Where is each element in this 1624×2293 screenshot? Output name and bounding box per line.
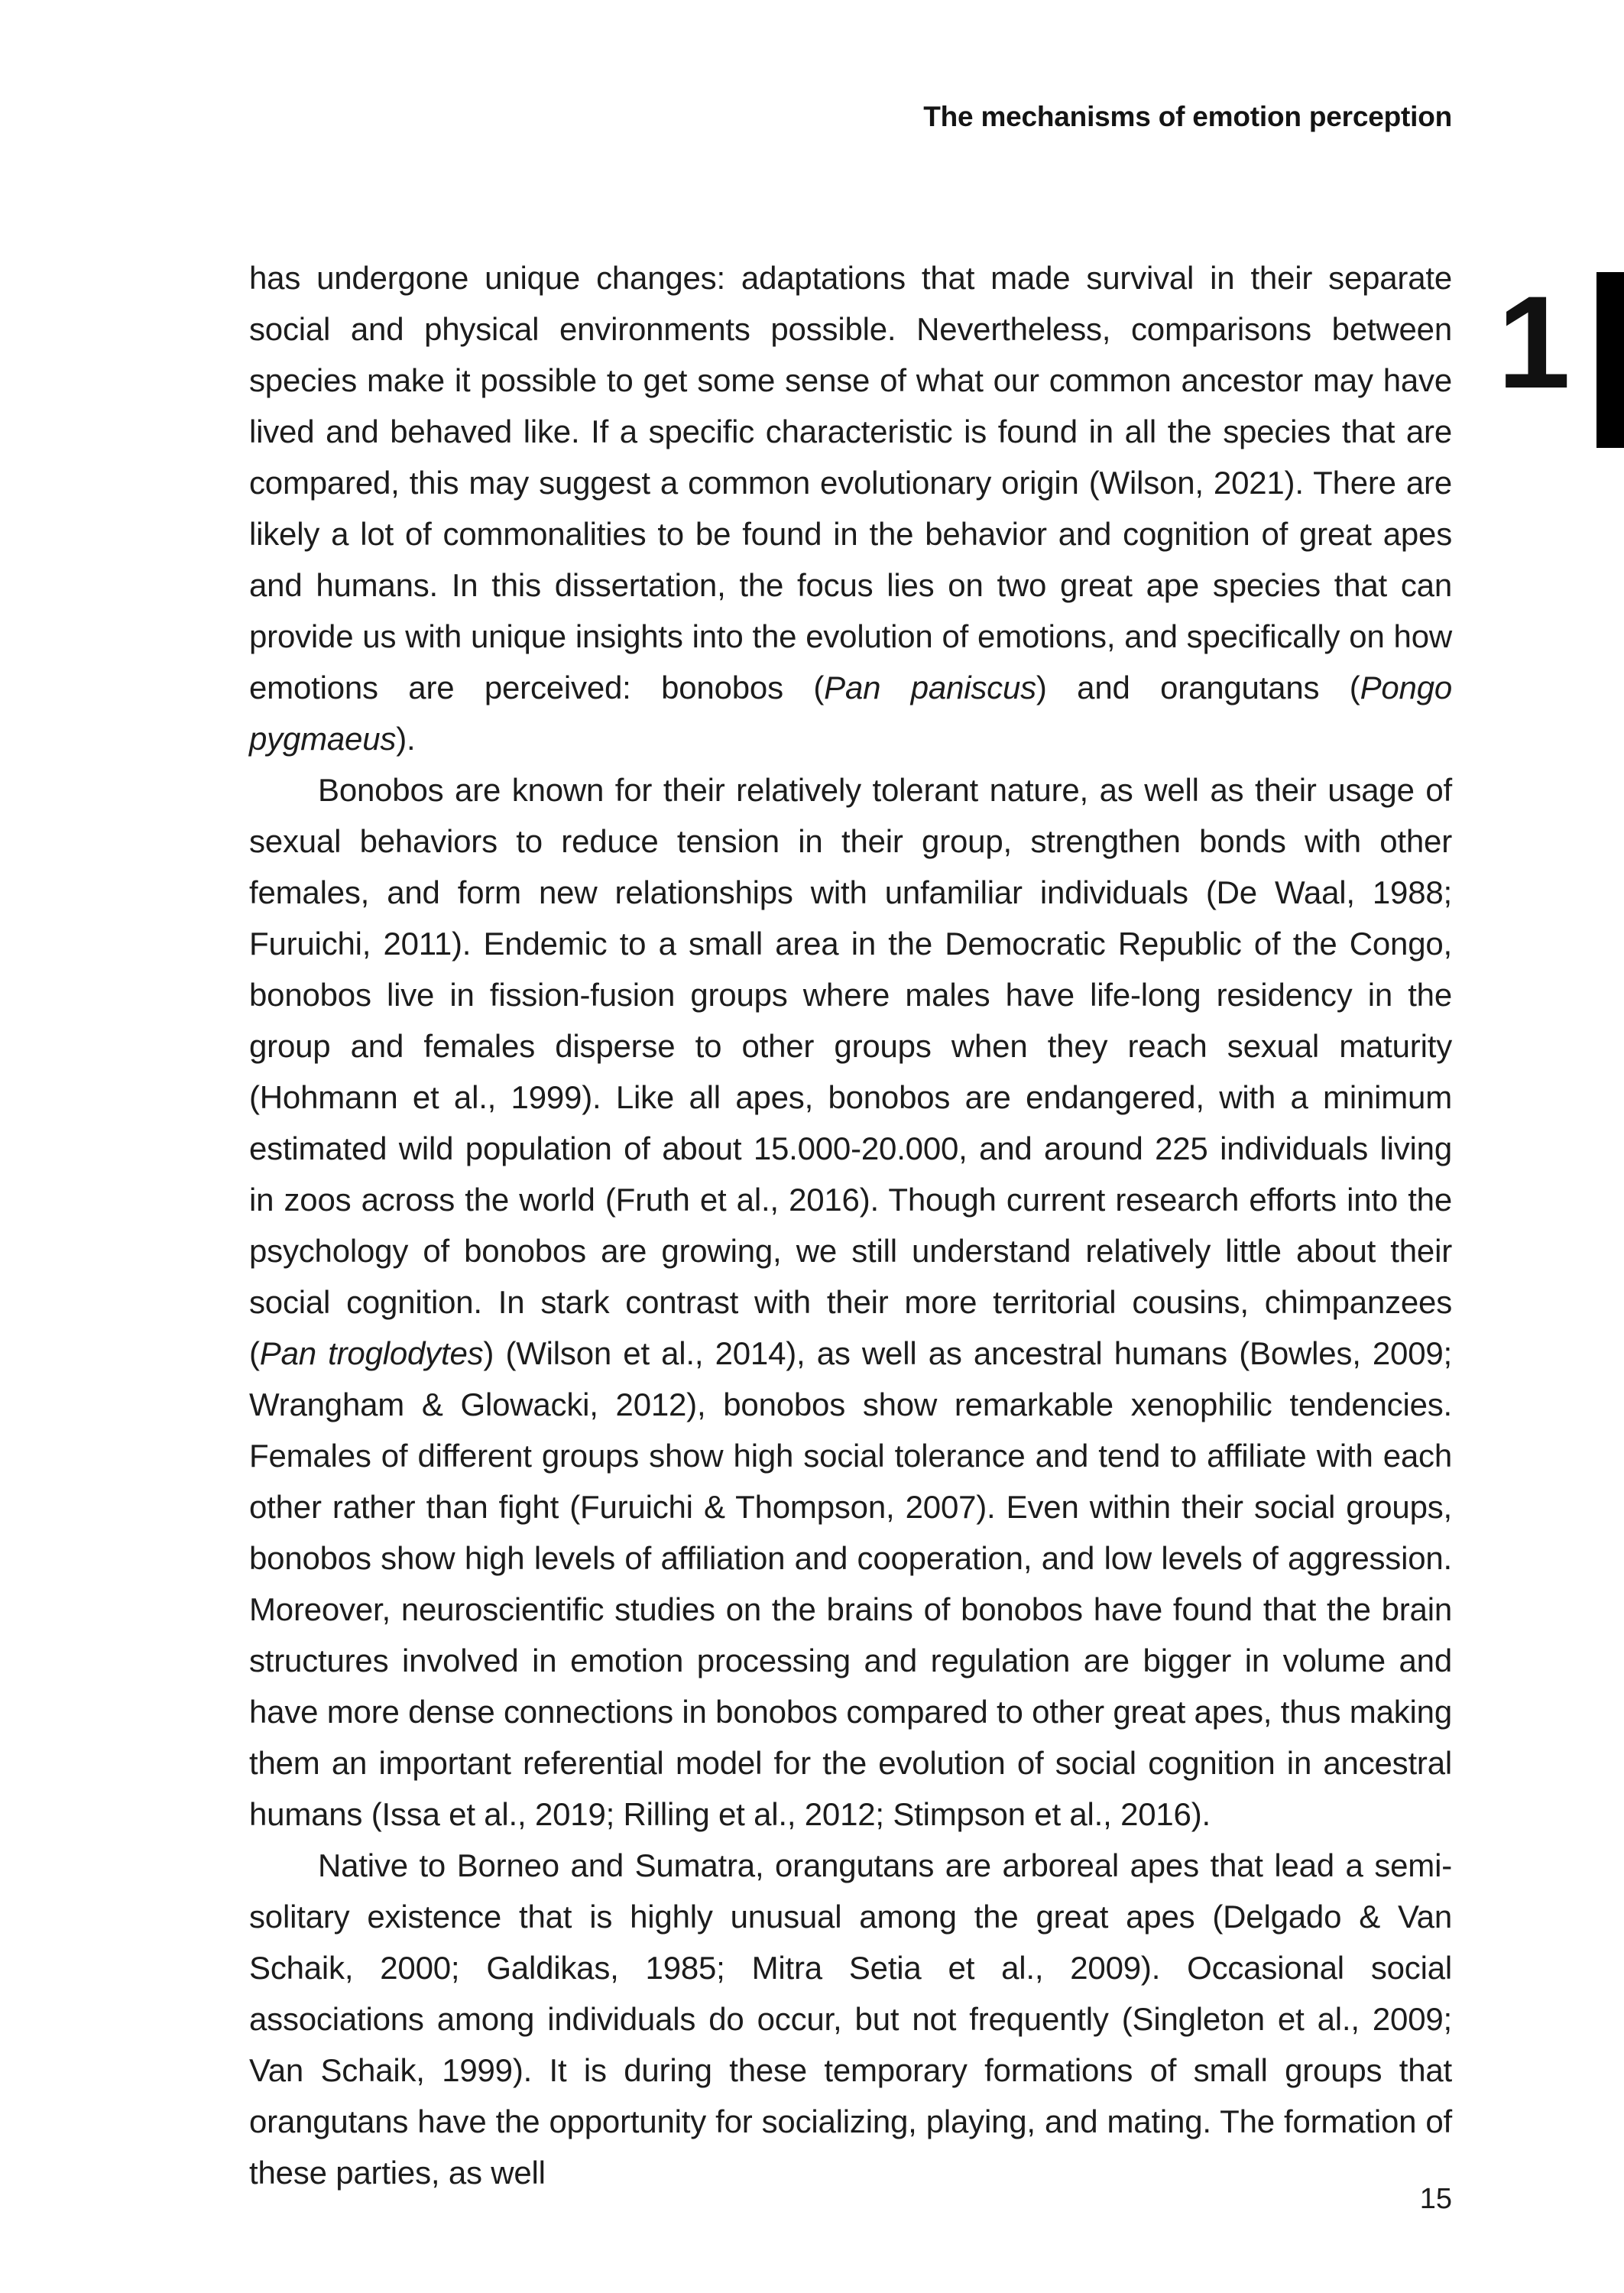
chapter-edge-bar bbox=[1596, 272, 1624, 448]
paragraph bbox=[249, 252, 1452, 764]
running-header: The mechanisms of emotion perception bbox=[923, 101, 1452, 132]
text-segment: ). bbox=[396, 721, 416, 757]
page-number: 15 bbox=[1419, 2183, 1452, 2215]
species-name-italic: Pan paniscus bbox=[824, 670, 1036, 705]
paragraph bbox=[249, 1840, 1452, 2198]
species-name-italic: Pan troglodytes bbox=[259, 1335, 484, 1371]
text-segment: Bonobos are known for their relatively tolerant nature, as well as their usage of sexual behaviors to reduce tension in their group, strengthen bonds with other females, and form new relationships with unfamiliar individuals (De Waal, 1988; Furuichi, 2011). Endemic to a small area in the Democratic Republic of the Congo, bonobos live in fission-fusion groups where males have life-long residency in the group and females disperse to other groups when they reach sexual maturity (Hohmann et al., 1999). Like all apes, bonobos are endangered, with a minimum estimated wild population of about 15.000-20.000, and around 225 individuals living in zoos across the world (Fruth et al., 2016). Though current research efforts into the psychology of bonobos are growing, we still understand relatively little about their social cognition. In stark contrast with their more territorial cousins, chimpanzees ( bbox=[249, 772, 1452, 1371]
text-segment: ) (Wilson et al., 2014), as well as ancestral humans (Bowles, 2009; Wrangham & Glowacki, 2012), bonobos show remarkable xenophilic tendencies. Females of different groups show high social tolerance and tend to affiliate with each other rather than fight (Furuichi & Thompson, 2007). Even within their social groups, bonobos show high levels of affiliation and cooperation, and low levels of aggression. Moreover, neuroscientific studies on the brains of bonobos have found that the brain structures involved in emotion processing and regulation are bigger in volume and have more dense connections in bonobos compared to other great apes, thus making them an important referential model for the evolution of social cognition in ancestral humans (Issa et al., 2019; Rilling et al., 2012; Stimpson et al., 2016). bbox=[249, 1335, 1452, 1832]
species-name-italic: Pongo pygmaeus bbox=[249, 670, 1453, 757]
text-segment: ) and orangutans ( bbox=[1036, 670, 1360, 705]
text-segment: has undergone unique changes: adaptations that made survival in their separate social and physical environments possible. Nevertheless, comparisons between species make it possible to get some sense of what our common ancestor may have lived and behaved like. If a specific characteristic is found in all the species that are compared, this may suggest a common evolutionary origin (Wilson, 2021). There are likely a lot of commonalities to be found in the behavior and cognition of great apes and humans. In this dissertation, the focus lies on two great ape species that can provide us with unique insights into the evolution of emotions, and specifically on how emotions are perceived: bonobos ( bbox=[249, 260, 1452, 705]
body-text bbox=[249, 252, 1452, 2198]
paragraph bbox=[249, 764, 1452, 1840]
text-segment: Native to Borneo and Sumatra, orangutans are arboreal apes that lead a semi-solitary existence that is highly unusual among the great apes (Delgado & Van Schaik, 2000; Galdikas, 1985; Mitra Setia et al., 2009). Occasional social associations among individuals do occur, but not frequently (Singleton et al., 2009; Van Schaik, 1999). It is during these temporary formations of small groups that orangutans have the opportunity for socializing, playing, and mating. The formation of these parties, as well bbox=[249, 1847, 1452, 2191]
chapter-number: 1 bbox=[1497, 269, 1571, 416]
